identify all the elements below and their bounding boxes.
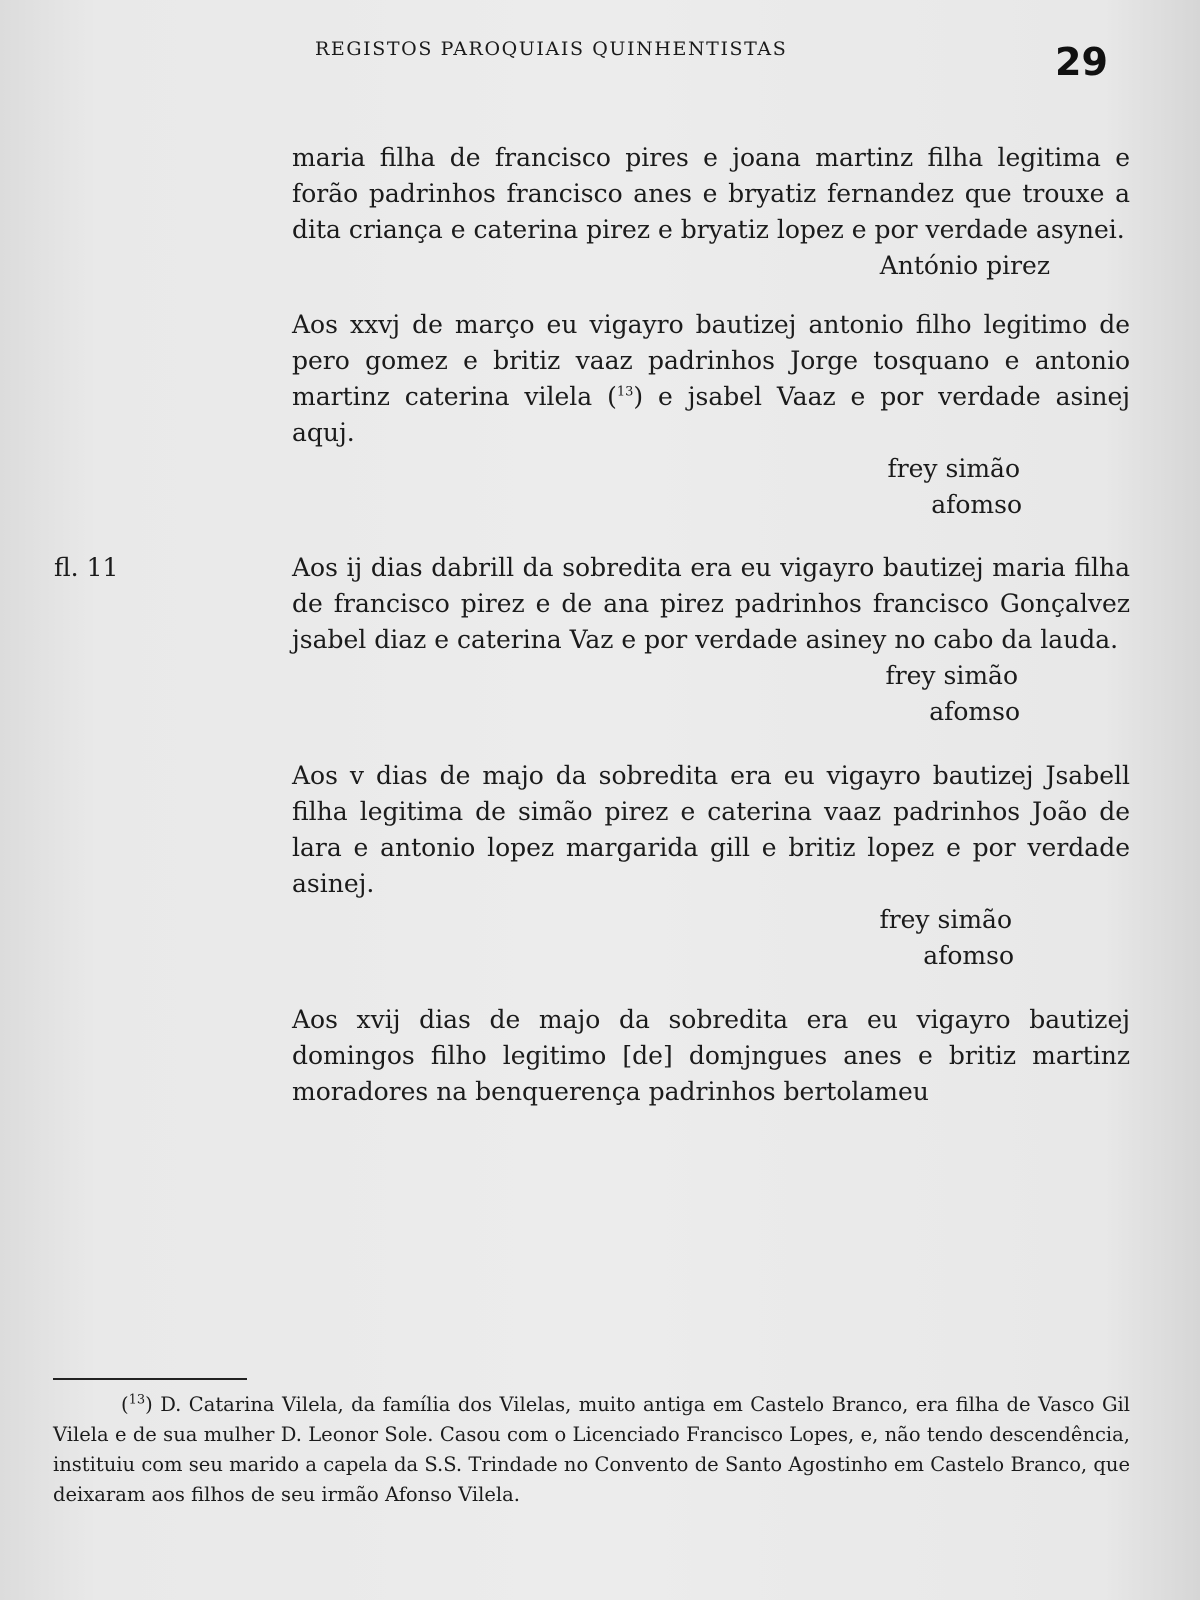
footnote: ($^{13}$) D. Catarina Vilela, da família dos Vilelas, muito antiga em Castelo Branco, era filha de Vasco Gil Vilela e de sua mulher D. Leonor Sole. Casou com o Licenciado Francisco Lopes, e, não tendo descendência, instituiu com seu marido a capela da S.S. Trindade no Convento de Santo Agostinho em Castelo Branco, que deixaram aos filhos de seu irmão Afonso Vilela.	[53, 1392, 1131, 1506]
signature-line: frey simão	[879, 905, 1012, 934]
entry-text: Aos ij dias dabrill da sobredita era eu vigayro bautizej maria filha de francisco pirez e de ana pirez padrinhos francisco Gonçalvez jsabel diaz e caterina Vaz e por verdade asiney no cabo da lauda.	[292, 553, 1130, 654]
signature-line: frey simão	[885, 661, 1018, 690]
entry-text-after-note: ) e jsabel Vaaz e por verdade asinej aquj.	[292, 382, 1131, 447]
footnote-number: 13	[128, 1392, 146, 1408]
folio-marker: fl. 11	[54, 553, 119, 582]
page-number: 29	[1055, 40, 1108, 84]
running-title: REGISTOS PAROQUIAIS QUINHENTISTAS	[315, 38, 788, 60]
entry-text-before-note: Aos xxvj de março eu vigayro bautizej antonio filho legitimo de pero gomez e britiz vaaz padrinhos Jorge tosquano e antonio martinz caterina vilela (	[292, 310, 1130, 411]
baptism-entry-4	[292, 758, 1130, 974]
page-body	[54, 140, 1131, 1110]
baptism-entry-2	[292, 307, 1130, 523]
baptism-entry-1	[292, 140, 1130, 284]
signature-line: afomso	[929, 697, 1020, 726]
baptism-entry-3	[54, 550, 1130, 730]
baptism-entry-5	[292, 1002, 1130, 1110]
signature-line: frey simão	[887, 454, 1020, 483]
entry-text: maria filha de francisco pires e joana martinz filha legitima e forão padrinhos francisco anes e bryatiz fernandez que trouxe a dita criança e caterina pirez e bryatiz lopez e por verdade asynei.	[292, 143, 1130, 244]
footnote-reference[interactable]: 13	[616, 384, 634, 400]
signature-line: afomso	[931, 490, 1022, 519]
signature-line: afomso	[923, 941, 1014, 970]
entry-text	[292, 307, 1130, 451]
entry-text: Aos xvij dias de majo da sobredita era eu vigayro bautizej domingos filho legitimo [de] domjngues anes e britiz martinz moradores na benquerença padrinhos bertolameu	[292, 1005, 1130, 1106]
entry-text: Aos v dias de majo da sobredita era eu vigayro bautizej Jsabell filha legitima de simão pirez e caterina vaaz padrinhos João de lara e antonio lopez margarida gill e britiz lopez e por verdade asinej.	[292, 761, 1130, 898]
signature-line: António pirez	[879, 251, 1050, 280]
footnote-text: D. Catarina Vilela, da família dos Vilelas, muito antiga em Castelo Branco, era filha de Vasco Gil Vilela e de sua mulher D. Leonor Sole. Casou com o Licenciado Francisco Lopes, e, não tendo descendência, instituiu com seu marido a capela da S.S. Trindade no Convento de Santo Agostinho em Castelo Branco, que deixaram aos filhos de seu irmão Afonso Vilela.	[53, 1393, 1131, 1506]
footnote-divider	[53, 1378, 247, 1380]
